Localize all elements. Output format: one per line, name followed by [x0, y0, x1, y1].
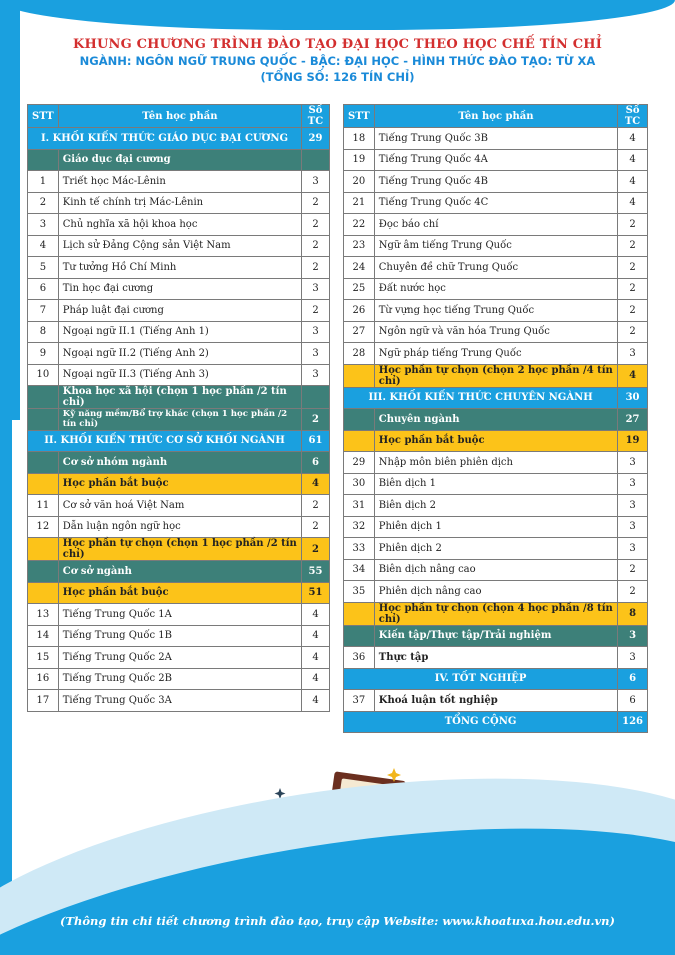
row-stt: 16 — [28, 668, 59, 690]
row-stt: 34 — [344, 559, 375, 581]
course-name: Từ vựng học tiếng Trung Quốc — [374, 300, 617, 322]
course-name: Biên dịch nâng cao — [374, 559, 617, 581]
row-stt: 17 — [28, 690, 59, 712]
course-credits: 3 — [618, 516, 648, 538]
row-stt: 5 — [28, 257, 59, 279]
course-credits: 4 — [302, 604, 330, 626]
course-credits: 3 — [618, 495, 648, 517]
row-stt: 20 — [344, 171, 375, 193]
table-row — [344, 625, 648, 647]
table-row — [28, 171, 330, 193]
table-row — [344, 602, 648, 625]
course-name: Đất nước học — [374, 278, 617, 300]
row-stt: 35 — [344, 581, 375, 603]
row-stt: 21 — [344, 192, 375, 214]
row-stt — [344, 625, 375, 647]
course-credits: 2 — [302, 300, 330, 322]
section-name: Học phần bắt buộc — [58, 473, 301, 495]
course-name: Tiếng Trung Quốc 2B — [58, 668, 301, 690]
row-stt: 24 — [344, 257, 375, 279]
section-name: Chuyên ngành — [374, 409, 617, 431]
section-credits: 55 — [302, 561, 330, 583]
course-name: Triết học Mác-Lênin — [58, 171, 301, 193]
section-name: Học phần tự chọn (chọn 1 học phần /2 tín chỉ) — [58, 538, 301, 561]
table-header — [28, 105, 330, 128]
row-stt: 2 — [28, 192, 59, 214]
course-credits: 2 — [302, 495, 330, 517]
row-stt — [28, 452, 59, 474]
table-row — [344, 149, 648, 171]
course-credits: 3 — [618, 538, 648, 560]
curriculum-table-right — [343, 104, 648, 733]
course-name: Ngữ pháp tiếng Trung Quốc — [374, 343, 617, 365]
top-band — [0, 0, 675, 30]
table-row — [344, 343, 648, 365]
section-credits: 4 — [618, 364, 648, 387]
course-name: Biên dịch 1 — [374, 473, 617, 495]
table-header — [344, 105, 648, 128]
course-name: Tiếng Trung Quốc 1A — [58, 604, 301, 626]
header — [0, 36, 675, 85]
section-credits: 61 — [302, 430, 330, 452]
course-credits: 2 — [302, 192, 330, 214]
table-row — [344, 235, 648, 257]
table-row — [28, 668, 330, 690]
table-row — [344, 473, 648, 495]
table-row — [28, 278, 330, 300]
row-stt: 18 — [344, 128, 375, 150]
course-credits: 3 — [302, 321, 330, 343]
table-row — [344, 192, 648, 214]
curriculum-table-left — [27, 104, 330, 712]
row-stt: 19 — [344, 149, 375, 171]
row-stt: 27 — [344, 321, 375, 343]
course-credits: 4 — [302, 625, 330, 647]
course-credits: 2 — [302, 257, 330, 279]
row-stt: 28 — [344, 343, 375, 365]
course-name: Ngôn ngữ và văn hóa Trung Quốc — [374, 321, 617, 343]
course-credits: 3 — [618, 473, 648, 495]
section-credits: 8 — [618, 602, 648, 625]
section-name: Học phần bắt buộc — [58, 582, 301, 604]
table-row — [28, 647, 330, 669]
course-credits: 2 — [302, 516, 330, 538]
course-credits: 2 — [618, 300, 648, 322]
table-row — [28, 495, 330, 517]
row-stt: 8 — [28, 321, 59, 343]
row-stt: 11 — [28, 495, 59, 517]
table-row — [28, 690, 330, 712]
course-credits: 2 — [618, 214, 648, 236]
row-stt: 10 — [28, 364, 59, 386]
section-name: Học phần tự chọn (chọn 2 học phần /4 tín chỉ) — [374, 364, 617, 387]
page-title: KHUNG CHƯƠNG TRÌNH ĐÀO TẠO ĐẠI HỌC THEO HỌC CHẾ TÍN CHỈ — [72, 37, 603, 52]
table-row — [344, 364, 648, 387]
table-row — [28, 235, 330, 257]
table-row — [344, 128, 648, 150]
section-name: Kỹ năng mềm/Bổ trợ khác (chọn 1 học phần /2 tín chỉ) — [58, 409, 301, 431]
section-name: Cơ sở nhóm ngành — [58, 452, 301, 474]
course-credits: 3 — [302, 343, 330, 365]
section-credits: 51 — [302, 582, 330, 604]
course-name: Khoá luận tốt nghiệp — [374, 690, 617, 712]
table-row — [344, 559, 648, 581]
row-stt: 30 — [344, 473, 375, 495]
course-credits: 6 — [618, 690, 648, 712]
course-name: Tiếng Trung Quốc 3A — [58, 690, 301, 712]
table-row — [344, 300, 648, 322]
table-row — [28, 214, 330, 236]
course-name: Ngoại ngữ II.1 (Tiếng Anh 1) — [58, 321, 301, 343]
course-credits: 2 — [618, 278, 648, 300]
course-credits: 4 — [302, 690, 330, 712]
section-name: Cơ sở ngành — [58, 561, 301, 583]
course-name: Cơ sở văn hoá Việt Nam — [58, 495, 301, 517]
table-row — [28, 473, 330, 495]
row-stt: 7 — [28, 300, 59, 322]
table-row — [344, 278, 648, 300]
section-credits: 4 — [302, 473, 330, 495]
table-row — [344, 581, 648, 603]
table-row — [28, 300, 330, 322]
section-credits: 2 — [302, 409, 330, 431]
course-name: Lịch sử Đảng Cộng sản Việt Nam — [58, 235, 301, 257]
course-name: Tiếng Trung Quốc 4C — [374, 192, 617, 214]
table-row — [28, 409, 330, 431]
col-stt: STT — [28, 105, 59, 128]
section-name: IV. TỐT NGHIỆP — [344, 668, 618, 690]
course-name: Thực tập — [374, 647, 617, 669]
course-name: Dẫn luận ngôn ngữ học — [58, 516, 301, 538]
row-stt: 14 — [28, 625, 59, 647]
row-stt: 29 — [344, 452, 375, 474]
footer-note: (Thông tin chi tiết chương trình đào tạo, truy cập Website: www.khoatuxa.hou.edu.vn) — [60, 914, 615, 928]
table-row — [344, 171, 648, 193]
row-stt — [28, 582, 59, 604]
course-credits: 2 — [618, 559, 648, 581]
table-row — [28, 516, 330, 538]
course-name: Phiên dịch 2 — [374, 538, 617, 560]
section-name: Học phần tự chọn (chọn 4 học phần /8 tín chỉ) — [374, 602, 617, 625]
course-name: Tin học đại cương — [58, 278, 301, 300]
row-stt: 25 — [344, 278, 375, 300]
table-row — [344, 409, 648, 431]
section-credits: 126 — [618, 711, 648, 733]
course-credits: 2 — [618, 235, 648, 257]
table-row — [344, 538, 648, 560]
row-stt — [28, 409, 59, 431]
section-name: Kiến tập/Thực tập/Trải nghiệm — [374, 625, 617, 647]
table-row — [344, 516, 648, 538]
table-row — [344, 452, 648, 474]
table-row — [28, 364, 330, 386]
course-credits: 3 — [618, 647, 648, 669]
course-credits: 2 — [302, 235, 330, 257]
row-stt — [28, 473, 59, 495]
table-row — [28, 257, 330, 279]
row-stt — [344, 602, 375, 625]
table-row — [344, 257, 648, 279]
row-stt: 12 — [28, 516, 59, 538]
section-name: Khoa học xã hội (chọn 1 học phần /2 tín chỉ) — [58, 386, 301, 409]
col-credits: Số TC — [302, 105, 330, 128]
row-stt — [28, 386, 59, 409]
table-row — [28, 386, 330, 409]
section-credits — [302, 386, 330, 409]
row-stt: 37 — [344, 690, 375, 712]
col-stt: STT — [344, 105, 375, 128]
course-credits: 3 — [302, 364, 330, 386]
row-stt: 4 — [28, 235, 59, 257]
course-name: Tiếng Trung Quốc 4B — [374, 171, 617, 193]
row-stt — [28, 561, 59, 583]
row-stt: 31 — [344, 495, 375, 517]
table-row — [28, 128, 330, 150]
row-stt: 26 — [344, 300, 375, 322]
row-stt: 13 — [28, 604, 59, 626]
table-row — [344, 214, 648, 236]
course-name: Tiếng Trung Quốc 2A — [58, 647, 301, 669]
section-name: Học phần bắt buộc — [374, 430, 617, 452]
course-name: Tiếng Trung Quốc 3B — [374, 128, 617, 150]
course-credits: 4 — [302, 647, 330, 669]
course-name: Phiên dịch nâng cao — [374, 581, 617, 603]
course-credits: 2 — [302, 214, 330, 236]
section-credits: 3 — [618, 625, 648, 647]
course-name: Tiếng Trung Quốc 1B — [58, 625, 301, 647]
table-row — [28, 430, 330, 452]
row-stt — [28, 538, 59, 561]
course-name: Kinh tế chính trị Mác-Lênin — [58, 192, 301, 214]
course-credits: 3 — [302, 278, 330, 300]
row-stt: 36 — [344, 647, 375, 669]
table-row — [344, 495, 648, 517]
section-credits: 2 — [302, 538, 330, 561]
col-name: Tên học phần — [58, 105, 301, 128]
course-credits: 4 — [618, 192, 648, 214]
section-credits: 30 — [618, 387, 648, 409]
course-credits: 2 — [618, 581, 648, 603]
course-credits: 4 — [618, 128, 648, 150]
row-stt — [344, 430, 375, 452]
course-credits: 4 — [618, 171, 648, 193]
row-stt — [344, 364, 375, 387]
row-stt: 22 — [344, 214, 375, 236]
table-row — [28, 192, 330, 214]
total-credits: (TỔNG SỐ: 126 TÍN CHỈ) — [260, 70, 415, 84]
course-name: Tiếng Trung Quốc 4A — [374, 149, 617, 171]
table-row — [344, 711, 648, 733]
section-credits: 19 — [618, 430, 648, 452]
table-row — [28, 149, 330, 171]
page-subtitle: NGÀNH: NGÔN NGỮ TRUNG QUỐC - BẬC: ĐẠI HỌC - HÌNH THỨC ĐÀO TẠO: TỪ XA — [79, 54, 596, 68]
course-name: Chủ nghĩa xã hội khoa học — [58, 214, 301, 236]
row-stt — [28, 149, 59, 171]
table-row — [28, 582, 330, 604]
course-credits: 4 — [302, 668, 330, 690]
col-credits: Số TC — [618, 105, 648, 128]
course-credits: 3 — [302, 171, 330, 193]
table-row — [28, 625, 330, 647]
left-band-lower — [0, 420, 12, 955]
table-row — [28, 604, 330, 626]
table-row — [344, 647, 648, 669]
course-name: Ngoại ngữ II.3 (Tiếng Anh 3) — [58, 364, 301, 386]
section-name: TỔNG CỘNG — [344, 711, 618, 733]
row-stt: 6 — [28, 278, 59, 300]
row-stt — [344, 409, 375, 431]
row-stt: 23 — [344, 235, 375, 257]
course-credits: 2 — [618, 321, 648, 343]
section-name: II. KHỐI KIẾN THỨC CƠ SỞ KHỐI NGÀNH — [28, 430, 302, 452]
table-row — [28, 321, 330, 343]
course-name: Nhập môn biên phiên dịch — [374, 452, 617, 474]
table-row — [344, 430, 648, 452]
table-row — [28, 538, 330, 561]
course-name: Phiên dịch 1 — [374, 516, 617, 538]
course-name: Ngoại ngữ II.2 (Tiếng Anh 2) — [58, 343, 301, 365]
table-row — [344, 668, 648, 690]
course-credits: 3 — [618, 343, 648, 365]
section-credits: 6 — [618, 668, 648, 690]
course-credits: 4 — [618, 149, 648, 171]
course-credits: 2 — [618, 257, 648, 279]
row-stt: 3 — [28, 214, 59, 236]
section-credits: 29 — [302, 128, 330, 150]
table-row — [344, 690, 648, 712]
section-name: III. KHỐI KIẾN THỨC CHUYÊN NGÀNH — [344, 387, 618, 409]
course-name: Ngữ âm tiếng Trung Quốc — [374, 235, 617, 257]
course-name: Tư tưởng Hồ Chí Minh — [58, 257, 301, 279]
table-row — [28, 343, 330, 365]
row-stt: 15 — [28, 647, 59, 669]
section-credits: 27 — [618, 409, 648, 431]
row-stt: 32 — [344, 516, 375, 538]
table-row — [344, 387, 648, 409]
section-name: I. KHỐI KIẾN THỨC GIÁO DỤC ĐẠI CƯƠNG — [28, 128, 302, 150]
course-name: Chuyên đề chữ Trung Quốc — [374, 257, 617, 279]
section-name: Giáo dục đại cương — [58, 149, 301, 171]
section-credits — [302, 149, 330, 171]
course-credits: 3 — [618, 452, 648, 474]
section-credits: 6 — [302, 452, 330, 474]
row-stt: 9 — [28, 343, 59, 365]
col-name: Tên học phần — [374, 105, 617, 128]
course-name: Đọc báo chí — [374, 214, 617, 236]
course-name: Biên dịch 2 — [374, 495, 617, 517]
row-stt: 33 — [344, 538, 375, 560]
table-row — [28, 561, 330, 583]
table-row — [28, 452, 330, 474]
row-stt: 1 — [28, 171, 59, 193]
table-row — [344, 321, 648, 343]
course-name: Pháp luật đại cương — [58, 300, 301, 322]
